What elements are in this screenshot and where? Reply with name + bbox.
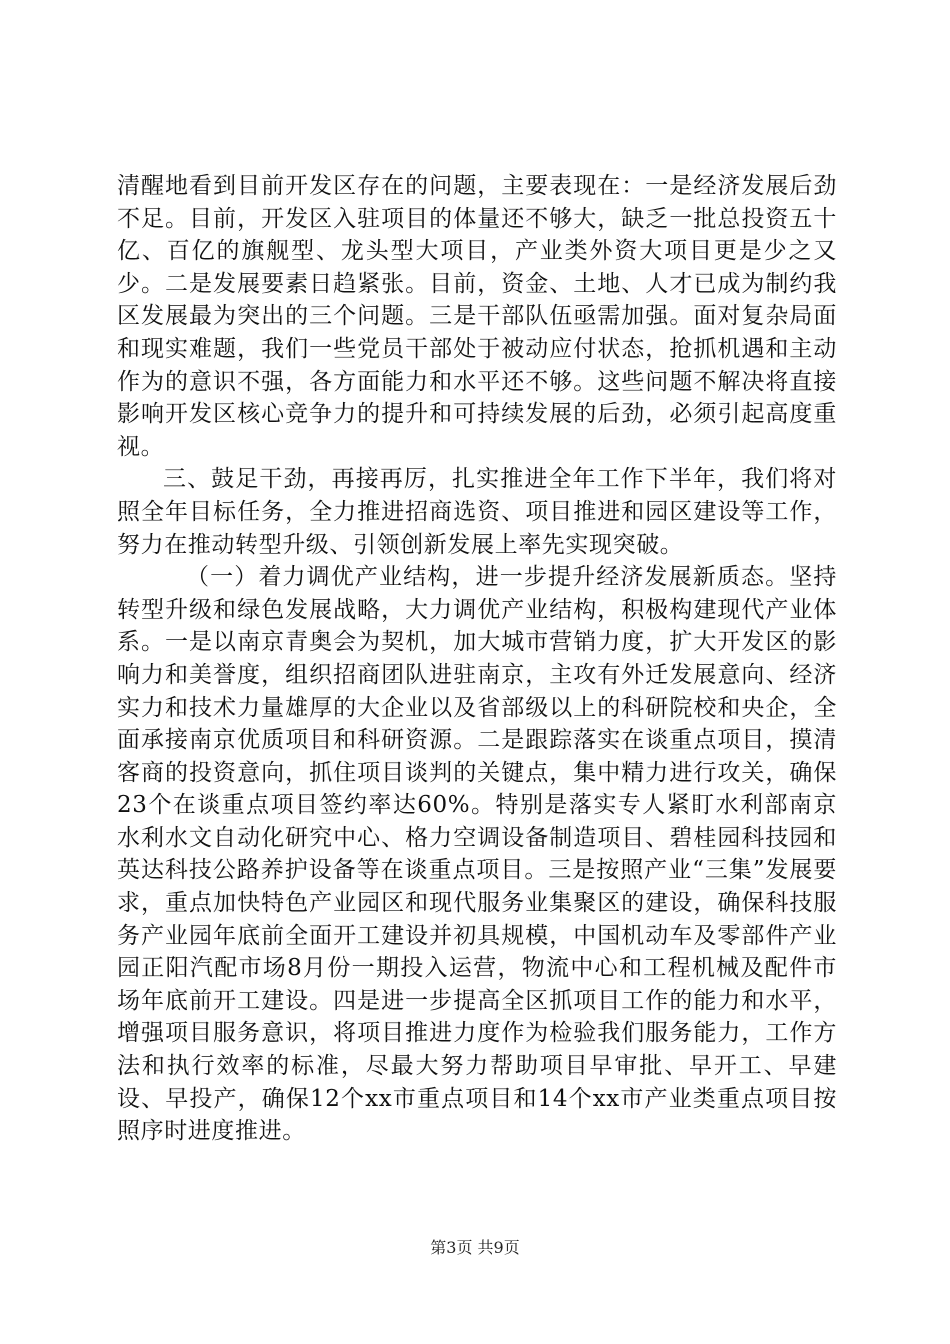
paragraph-section-three: 三、鼓足干劲，再接再厉，扎实推进全年工作下半年，我们将对照全年目标任务，全力推进招商选资、项目推进和园区建设等工作，努力在推动转型升级、引领创新发展上率先实现突破。 xyxy=(117,466,837,558)
paragraph-industry-structure: （一）着力调优产业结构，进一步提升经济发展新质态。坚持转型升级和绿色发展战略，大力调优产业结构，积极构建现代产业体系。一是以南京青奥会为契机，加大城市营销力度，扩大开发区的影响力和美誉度，组织招商团队进驻南京，主攻有外迁发展意向、经济实力和技术力量雄厚的大企业以及省部级以上的科研院校和央企，全面承接南京优质项目和科研资源。二是跟踪落实在谈重点项目，摸清客商的投资意向，抓住项目谈判的关键点，集中精力进行攻关，确保23个在谈重点项目签约率达60%。特别是落实专人紧盯水利部南京水利水文自动化研究中心、格力空调设备制造项目、碧桂园科技园和英达科技公路养护设备等在谈重点项目。三是按照产业“三集”发展要求，重点加快特色产业园区和现代服务业集聚区的建设，确保科技服务产业园年底前全面开工建设并初具规模，中国机动车及零部件产业园正阳汽配市场8月份一期投入运营，物流中心和工程机械及配件市场年底前开工建设。四是进一步提高全区抓项目工作的能力和水平，增强项目服务意识，将项目推进力度作为检验我们服务能力，工作方法和执行效率的标准，尽最大努力帮助项目早审批、早开工、早建设、早投产，确保12个xx市重点项目和14个xx市产业类重点项目按照序时进度推进。 xyxy=(117,564,837,1145)
page-number-footer: 第3页 共9页 xyxy=(430,1238,520,1257)
document-body xyxy=(117,170,837,1148)
paragraph-problems: 清醒地看到目前开发区存在的问题，主要表现在：一是经济发展后劲不足。目前，开发区入驻项目的体量还不够大，缺乏一批总投资五十亿、百亿的旗舰型、龙头型大项目，产业类外资大项目更是少之又少。二是发展要素日趋紧张。目前，资金、土地、人才已成为制约我区发展最为突出的三个问题。三是干部队伍亟需加强。面对复杂局面和现实难题，我们一些党员干部处于被动应付状态，抢抓机遇和主动作为的意识不强，各方面能力和水平还不够。这些问题不解决将直接影响开发区核心竞争力的提升和可持续发展的后劲，必须引起高度重视。 xyxy=(117,173,837,460)
